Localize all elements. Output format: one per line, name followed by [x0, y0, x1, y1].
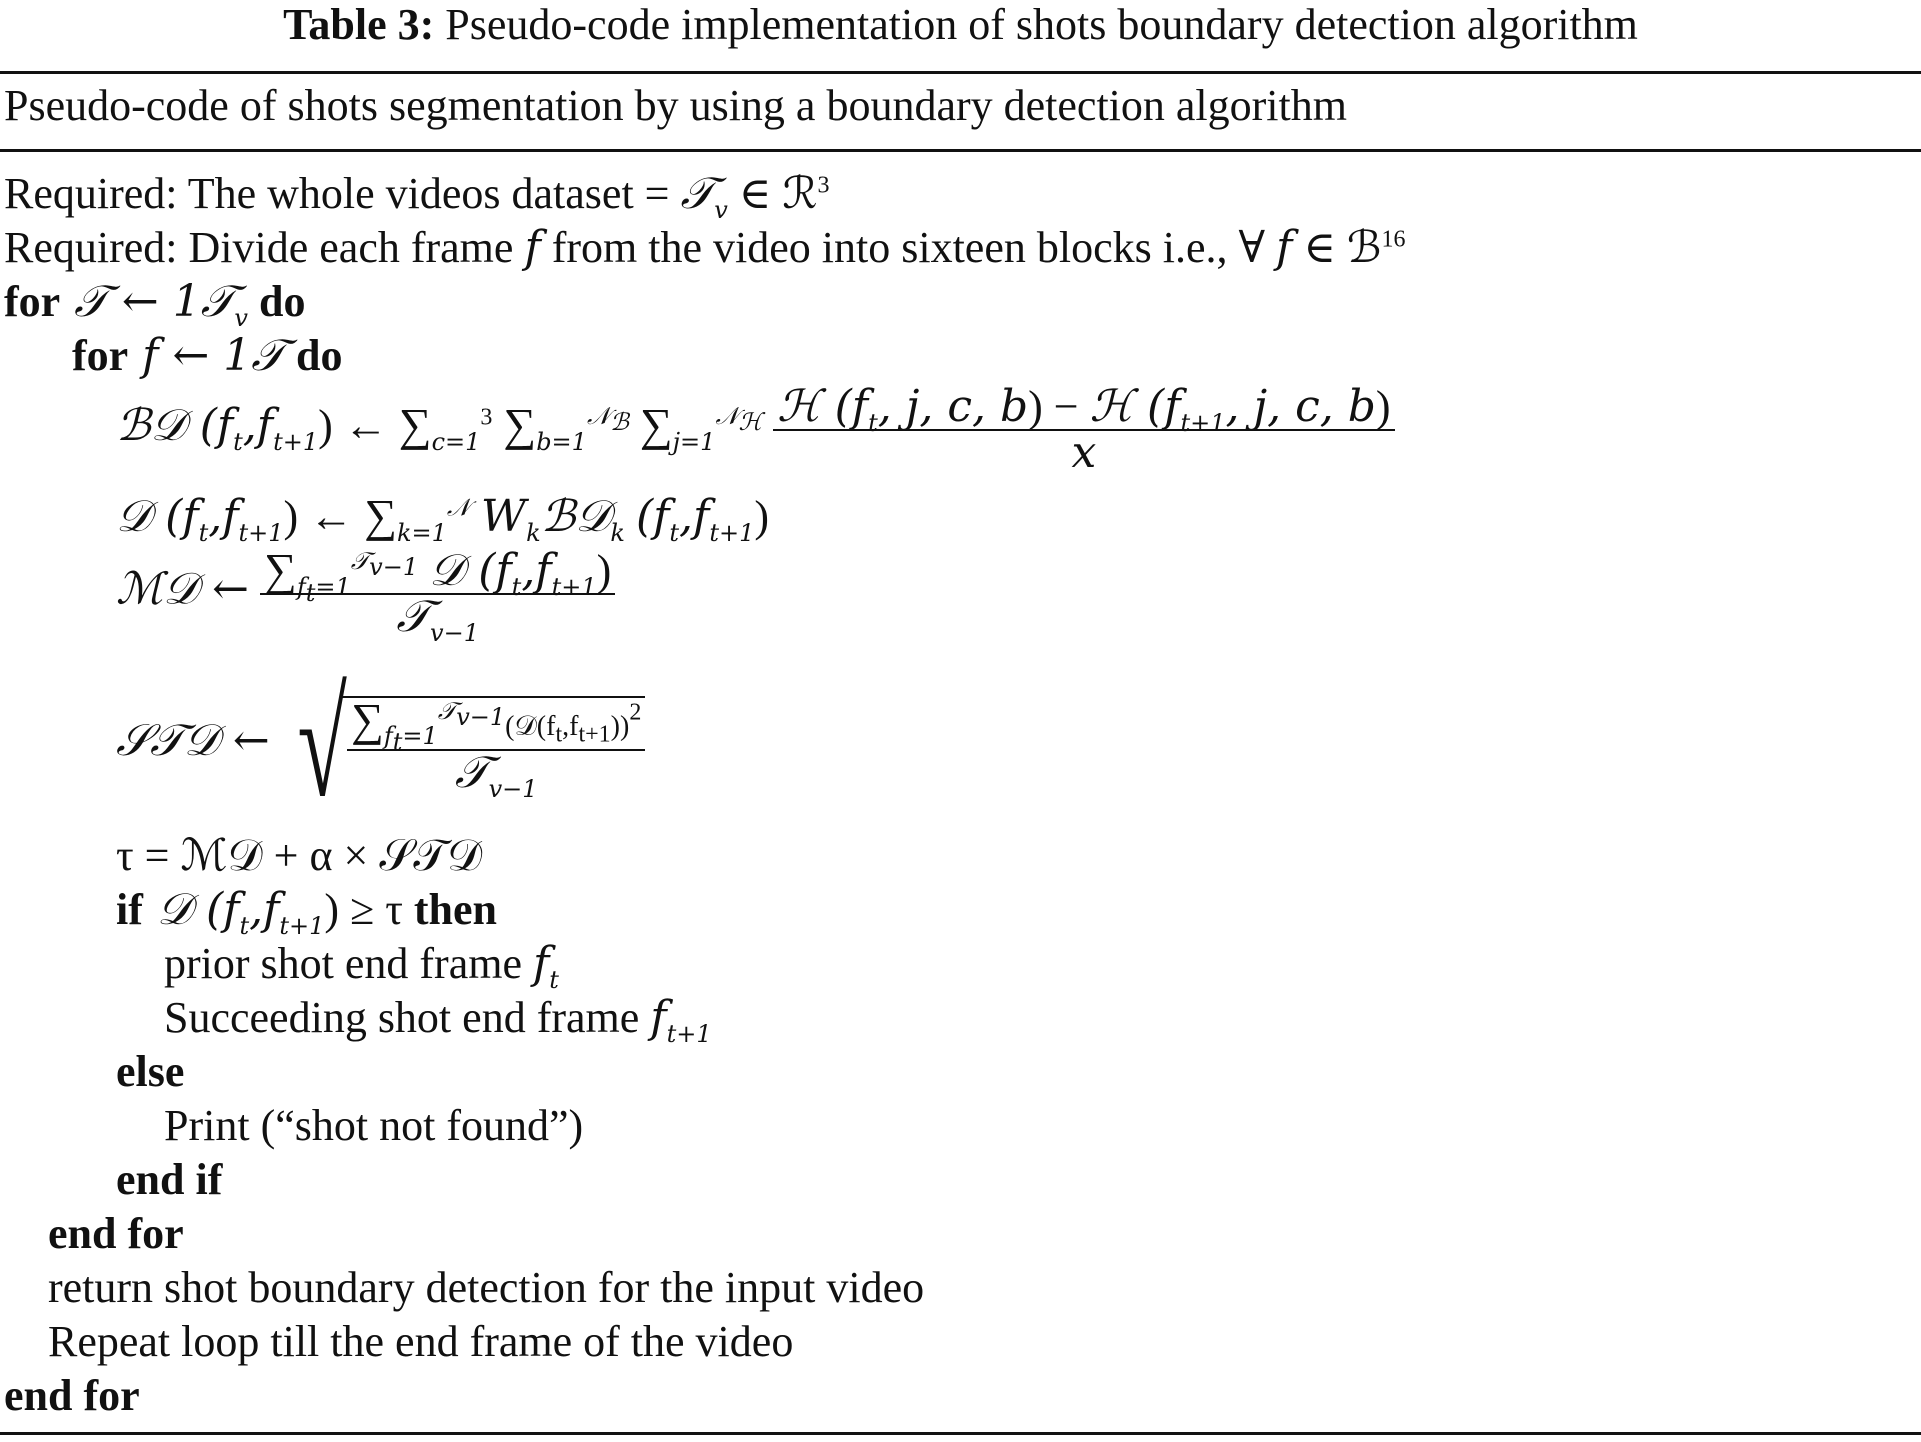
caption-label: Table 3: [283, 0, 435, 49]
header-rule [0, 149, 1921, 152]
end-for-inner-line: end for [48, 1209, 184, 1258]
end-for-outer-line: end for [4, 1371, 140, 1420]
table-caption [0, 0, 1921, 50]
else-line: else [116, 1047, 185, 1096]
tau-line: τ = ℳ𝒟 + α × 𝒮𝒯𝒟 [116, 831, 483, 880]
if-line: if 𝒟 $(f_t,f_{t+1}) \ge \tau$ then [116, 884, 498, 940]
d-formula: 𝒟 $(f_t,f_{t+1})$ ← $\sum_{k=1}^𝒩$ $W_kℬ𝒟_k$ $(f_t,f_{t+1})$ [116, 490, 770, 547]
std-formula: 𝒮𝒯𝒟 ← √ $\frac{\sum_{f_t=1}^{𝒯_{v-1}}(𝒟(f_t,f_{t+1}))^2}{𝒯_{v-1}}$ [116, 670, 645, 820]
md-fraction: $\frac{\sum_{f_t=1}^{𝒯_{v-1}} 𝒟 (f_t,f_{t+1})}{𝒯_{v-1}}$ [260, 548, 615, 639]
prior-line: prior shot end frame $f_t$ [164, 938, 559, 994]
table-header: Pseudo-code of shots segmentation by using a boundary detection algorithm [4, 81, 1347, 130]
std-radicand: $\frac{\sum_{f_t=1}^{𝒯_{v-1}}(𝒟(f_t,f_{t+1}))^2}{𝒯_{v-1}}$ [341, 696, 645, 795]
bd-formula: ℬ𝒟 $(f_t,f_{t+1})$ ← $\sum_{c=1}^3$ $\sum_{b=1}^{𝒩_ℬ}$ $\sum_{j=1}^{𝒩_ℋ}$ $\frac{ℋ (f_t, j, c, b) - ℋ (f_{t+1}, j, c, b)}{x}$ [116, 385, 1395, 475]
return-line: return shot boundary detection for the input video [48, 1263, 925, 1312]
print-line: Print (“shot not found”) [164, 1101, 584, 1150]
sqrt-icon: √ [297, 662, 347, 828]
top-rule [0, 71, 1921, 74]
end-if-line: end if [116, 1155, 223, 1204]
caption-title: Pseudo-code implementation of shots boundary detection algorithm [445, 0, 1638, 49]
outer-for-line: for 𝒯 ← 1𝒯$_v$ do [4, 276, 306, 332]
repeat-line: Repeat loop till the end frame of the video [48, 1317, 794, 1366]
required-blocks-line: Required: Divide each frame f from the video into sixteen blocks i.e., ∀ f ∈ ℬ$^{16}$ [4, 222, 1406, 273]
succeeding-line: Succeeding shot end frame $f_{t+1}$ [164, 992, 712, 1048]
md-formula: ℳ𝒟 ← $\frac{\sum_{f_t=1}^{𝒯_{v-1}} 𝒟 (f_t,f_{t+1})}{𝒯_{v-1}}$ [116, 548, 615, 639]
bd-fraction: $\frac{ℋ (f_t, j, c, b) - ℋ (f_{t+1}, j, c, b)}{x}$ [773, 385, 1394, 475]
bottom-rule [0, 1432, 1921, 1435]
inner-for-line: for f ← 1𝒯 do [72, 330, 343, 381]
required-dataset-line: Required: The whole videos dataset = 𝒯$_v$ ∈ ℛ$^3$ [4, 168, 830, 224]
